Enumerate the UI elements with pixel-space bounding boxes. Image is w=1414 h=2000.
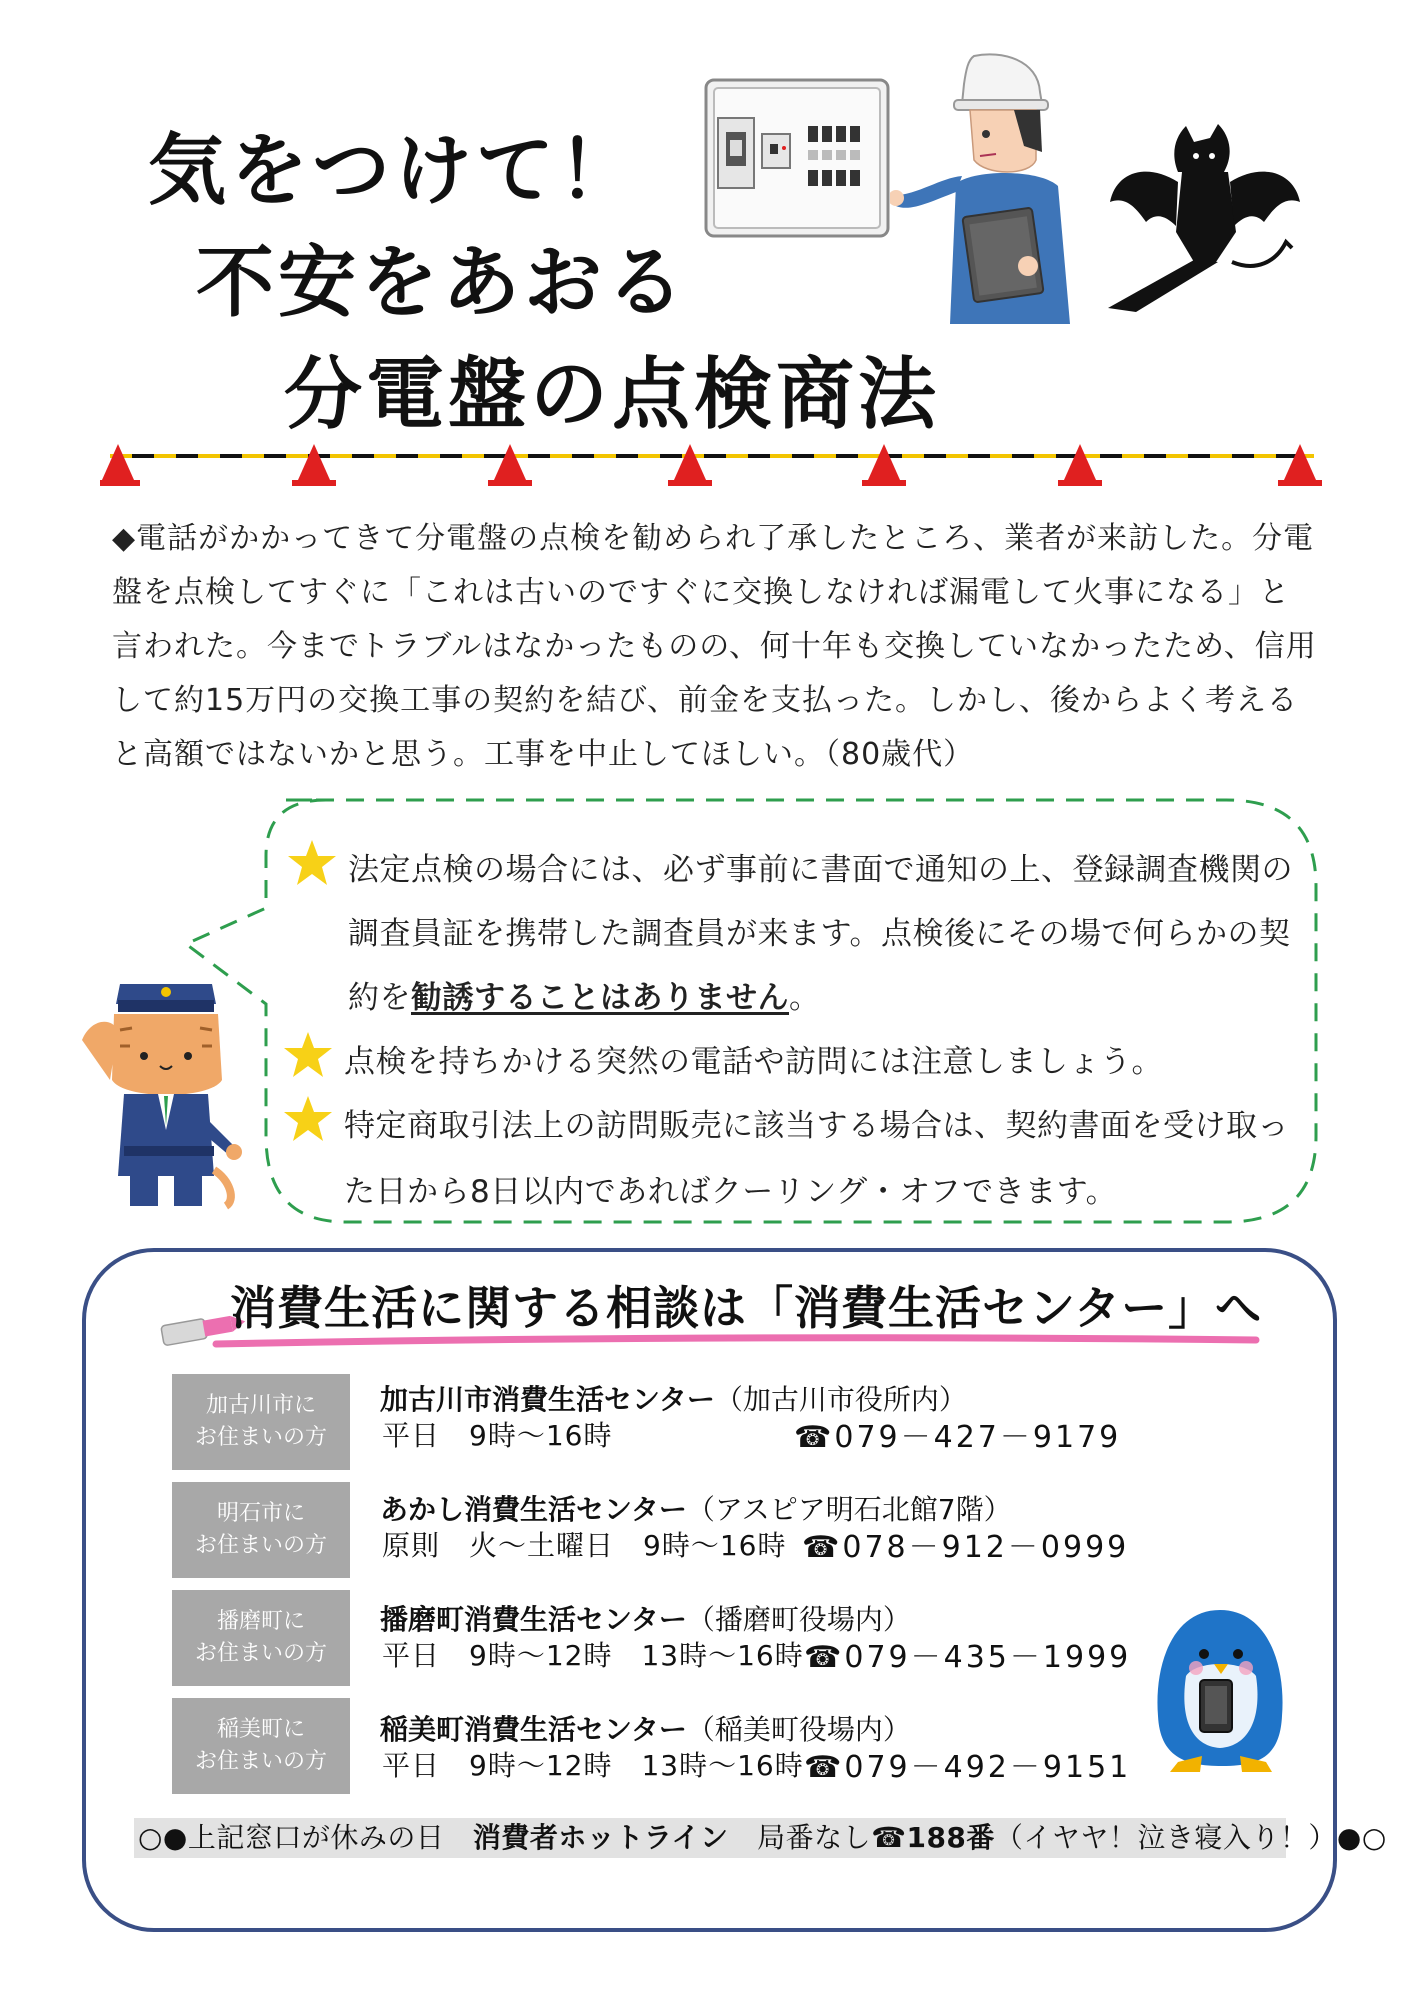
traffic-cone-base xyxy=(1058,480,1102,486)
hotline-middle: 局番なし xyxy=(757,1821,872,1854)
hotline-note: （イヤヤ！泣き寝入り！）●○ xyxy=(994,1821,1387,1854)
center-location: （アスピア明石北館7階） xyxy=(686,1493,1012,1526)
hotline-name: 消費者ホットライン xyxy=(472,1821,729,1854)
consultation-heading: 消費生活に関する相談は「消費生活センター」へ xyxy=(230,1281,1263,1335)
area-label-line-2: お住まいの方 xyxy=(194,1749,327,1774)
center-name: 播磨町消費生活センター xyxy=(380,1603,687,1636)
center-name: あかし消費生活センター xyxy=(380,1493,687,1526)
advice-item-1-post: 。 xyxy=(789,980,821,1016)
case-description: ◆電話がかかってきて分電盤の点検を勧められ了承したところ、業者が来訪した。分電盤を点検してすぐに「これは古いのですぐに交換しなければ漏電して火事になる」と言われた。今までトラブルはなかったものの、何十年も交換していなかったため、信用して約15万円の交換工事の契約を結び、前金を支払った。しかし、後からよく考えると高額ではないかと思う。工事を中止してほしい。（80歳代） xyxy=(112,521,1317,772)
center-name: 加古川市消費生活センター xyxy=(380,1383,715,1416)
traffic-cone-base xyxy=(862,480,906,486)
traffic-cone-base xyxy=(1278,480,1322,486)
center-phone-inami[interactable]: ☎079－492－9151 xyxy=(804,1750,1132,1785)
traffic-cone-base xyxy=(488,480,532,486)
center-location: （稲美町役場内） xyxy=(686,1713,911,1746)
title-line-1: 気をつけて！ xyxy=(148,126,641,216)
area-label-line-2: お住まいの方 xyxy=(194,1425,327,1450)
devil-shadow-icon xyxy=(1106,112,1304,312)
star-icon xyxy=(282,1030,334,1080)
traffic-cone-icon xyxy=(298,444,330,480)
police-cat-icon xyxy=(80,970,242,1210)
center-location: （播磨町役場内） xyxy=(686,1603,911,1636)
traffic-cone-base xyxy=(668,480,712,486)
area-label-line-2: お住まいの方 xyxy=(194,1641,327,1666)
breaker-panel-icon xyxy=(704,78,890,238)
advice-item-1-line-3 xyxy=(348,972,821,1017)
traffic-cone-icon xyxy=(868,444,900,480)
advice-item-1-line-1: 法定点検の場合には、必ず事前に書面で通知の上、登録調査機関の xyxy=(348,852,1293,888)
title-line-3: 分電盤の点検商法 xyxy=(284,350,941,440)
area-label-kakogawa xyxy=(172,1374,350,1470)
center-hours-kakogawa: 平日 9時～16時 xyxy=(382,1419,613,1452)
center-phone-kakogawa[interactable]: ☎079－427－9179 xyxy=(794,1420,1122,1455)
hotline-number[interactable]: ☎188番 xyxy=(871,1821,995,1854)
center-name: 稲美町消費生活センター xyxy=(380,1713,687,1746)
advice-item-1-emphasis: 勧誘することはありません xyxy=(411,980,789,1016)
area-label-line-1: 明石市に xyxy=(216,1501,305,1526)
area-label-line-1: 稲美町に xyxy=(216,1717,305,1742)
area-label-line-2: お住まいの方 xyxy=(194,1533,327,1558)
advice-item-1-line-2: 調査員証を携帯した調査員が来ます。点検後にその場で何らかの契 xyxy=(348,916,1291,952)
area-label-harima xyxy=(172,1590,350,1686)
area-label-akashi xyxy=(172,1482,350,1578)
center-location: （加古川市役所内） xyxy=(714,1383,967,1416)
hotline-bar xyxy=(134,1818,1387,1858)
star-icon xyxy=(282,1094,334,1144)
star-icon xyxy=(286,838,338,888)
traffic-cone-icon xyxy=(494,444,526,480)
center-hours-inami: 平日 9時～12時 13時～16時 xyxy=(382,1749,804,1782)
electrician-icon xyxy=(890,52,1100,324)
title-line-2: 不安をあおる xyxy=(196,238,689,328)
traffic-cone-icon xyxy=(674,444,706,480)
traffic-cone-icon xyxy=(1284,444,1316,480)
hotline-prefix: ○●上記窓口が休みの日 xyxy=(138,1821,445,1854)
cone-barrier-line xyxy=(100,440,1324,490)
center-hours-akashi: 原則 火～土曜日 9時～16時 xyxy=(382,1529,787,1562)
center-phone-harima[interactable]: ☎079－435－1999 xyxy=(804,1640,1132,1675)
center-phone-akashi[interactable]: ☎078－912－0999 xyxy=(802,1530,1130,1565)
advice-item-3-line-1: 特定商取引法上の訪問販売に該当する場合は、契約書面を受け取っ xyxy=(344,1108,1289,1144)
penguin-smartphone-icon xyxy=(1150,1606,1292,1774)
area-label-line-1: 加古川市に xyxy=(205,1393,316,1418)
traffic-cone-icon xyxy=(102,444,134,480)
area-label-line-1: 播磨町に xyxy=(216,1609,305,1634)
advice-item-1-pre: 約を xyxy=(348,980,411,1016)
traffic-cone-icon xyxy=(1064,444,1096,480)
area-label-inami xyxy=(172,1698,350,1794)
traffic-cone-base xyxy=(100,480,140,486)
traffic-cone-base xyxy=(292,480,336,486)
center-hours-harima: 平日 9時～12時 13時～16時 xyxy=(382,1639,804,1672)
advice-item-2: 点検を持ちかける突然の電話や訪問には注意しましょう。 xyxy=(344,1044,1163,1080)
advice-item-3-line-2: た日から8日以内であればクーリング・オフできます。 xyxy=(344,1174,1118,1210)
